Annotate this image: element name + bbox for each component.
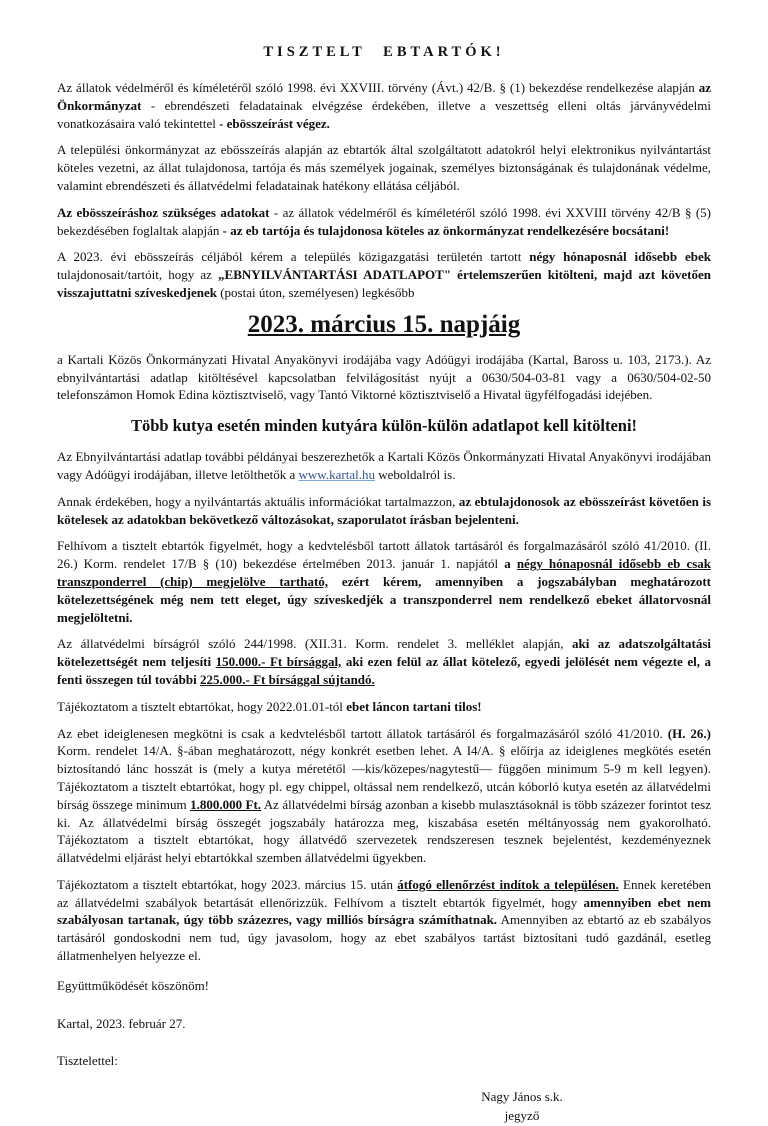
paragraph-chip-requirement xyxy=(57,537,711,626)
paragraph-registry xyxy=(57,141,711,194)
text-run: Tájékoztatom a tisztelt ebtartókat, hogy 2022.01.01-tól xyxy=(57,698,347,714)
text-run: Amennyiben az ebtartó az eb szabályos tartásáról gondoskodni nem tud, úgy javasolom, hogy az ebet szabályos tartást biztosítani tudó gazdánál, esetleg állatmenhelyen helyezze el. xyxy=(57,912,712,964)
text-run: ezért kérem, amennyiben a jogszabályban meghatározott kötelezettségének még nem tett eleget, úgy szíveskedjék a transzponderrel nem rendelkező ebeket állatorvosnál megjelöltetni. xyxy=(57,573,711,625)
paragraph-required-data xyxy=(57,204,711,240)
text-run: Több kutya esetén minden kutyára külön-külön adatlapot kell kitölteni! xyxy=(130,416,638,436)
paragraph-datasheet-request xyxy=(57,248,711,301)
text-run: négy hónaposnál idősebb eb csak transzponderrel (chip) megjelölve tartható, xyxy=(57,556,712,589)
paragraph-datasheet-copies xyxy=(57,448,711,484)
text-run: Együttműködését köszönöm! xyxy=(57,977,210,993)
paragraph-report-changes xyxy=(57,493,711,529)
text-run: átfogó ellenőrzést indítok a településen. xyxy=(397,876,619,892)
text-run: aki ezen felül az állat kötelező, egyedi jelölését nem végezte el, a fenti összegen túl további xyxy=(57,654,711,687)
text-run: 225.000.- Ft bírsággal sújtandó. xyxy=(200,671,375,687)
text-run: az Önkormányzat xyxy=(57,80,711,113)
text-run: „EBNYILVÁNTARTÁSI ADATLAPOT" értelemszerűen kitölteni, majd azt követően visszajuttatni szíveskedjenek xyxy=(57,267,711,300)
text-run: - ebrendészeti feladatainak elvégzése érdekében, illetve a veszettség elleni oltás járványvédelmi vonatkozásaira való tekintettel xyxy=(57,97,711,131)
document-body xyxy=(57,44,711,1126)
text-run: ebet láncon tartani tilos! xyxy=(346,698,482,714)
text-run: A 2023. évi ebösszeírás céljából kérem a település közigazgatási területén tartott xyxy=(57,249,530,265)
text-run: amennyiben ebet nem szabályosan tartanak, úgy több százezres, vagy milliós bírságra számíthatnak. xyxy=(57,894,711,928)
paragraph-fines xyxy=(57,635,711,688)
text-run: - az eb tartója és tulajdonosa köteles az önkormányzat rendelkezésére bocsátani! xyxy=(222,222,670,238)
text-run: - ebösszeírást végez. xyxy=(219,115,330,131)
document-title xyxy=(57,44,711,61)
text-run: a xyxy=(504,556,517,572)
text-run: Tisztelettel: xyxy=(57,1053,118,1069)
paragraph-inspection xyxy=(57,876,711,965)
text-run: négy hónaposnál idősebb ebek xyxy=(529,249,711,265)
text-run: 1.800.000 Ft. xyxy=(190,796,262,812)
text-run: A települési önkormányzat az ebösszeírás alapján az ebtartók által szolgáltatott adatokról helyi elektronikus nyilvántartást köteles vezetni, az állat tulajdonosa, tartója és más személyek jogainak, személyes biztonságának és tulajdonának védelme, valamint ebrendészeti és állatvédelmi feladatainak hatékony ellátása céljából. xyxy=(57,142,711,193)
text-run: - az állatok védelméről és kíméletéről szóló 1998. évi XXVIII törvény 42/B § (5) bekezdésében foglaltak alapján xyxy=(57,204,711,238)
multiple-dogs-heading xyxy=(57,416,711,436)
deadline-heading xyxy=(57,311,711,339)
kartal-website-link[interactable]: www.kartal.hu xyxy=(298,466,375,482)
text-run: a Kartali Közös Önkormányzati Hivatal Anyakönyvi irodájába vagy Adóügyi irodájába (Kartal, Baross u. 103, 2173.). Az ebnyilvántartási adatlap kitöltésével kapcsolatban felvilágosítást nyújt a 0630/504-03-81 vagy a 0630/504-02-50 telefonszámon Homok Edina köztisztviselő, vagy Tantó Viktorné köztisztviselő a Hivatal ügyfélfogadási idejében. xyxy=(57,351,711,403)
text-run: Az állatvédelmi bírság azonban a kisebb mulasztásoknál is több százezer forintot tesz ki. Az állatvédelmi bírság összegét jogszabály határozza meg, kiszabása esetén méltányosság nem gyakorolható. Tájékoztatom a tisztelt ebtartókat, hogy állatvédő szervezetek rendszeresen tesznek bejelentést, kezdeményeznek állatvédelmi eljárást helyi ebtartókkal szemben állatvédelmi ügyekben. xyxy=(57,796,711,866)
text-run: (H. 26.) xyxy=(667,725,711,741)
paragraph-regards xyxy=(57,1052,711,1070)
paragraph-chain-ban xyxy=(57,698,711,716)
signature-block xyxy=(417,1088,627,1126)
text-run: Felhívom a tisztelt ebtartók figyelmét, hogy a kedvtelésből tartott állatok tartásáról és forgalmazásáról szóló 41/2010. (II. 26.) Korm. rendelet 17/B § (10) bekezdése értelmében 2013. január 1. napjától xyxy=(57,538,711,572)
paragraph-date-place xyxy=(57,1015,711,1033)
text-run: Az állatvédelmi bírságról szóló 244/1998. (XII.31. Korm. rendelet 3. melléklet alapján, xyxy=(57,636,572,652)
text-run: TISZTELT EBTARTÓK! xyxy=(263,44,505,60)
text-run: Az Ebnyilvántartási adatlap további példányai beszerezhetők a Kartali Közös Önkormányzati Hivatal Anyakönyvi irodájában vagy Adóügyi irodájában, illetve letölthetők a xyxy=(57,449,711,482)
text-run: Az ebösszeíráshoz szükséges adatokat xyxy=(57,204,270,220)
text-run: aki az adatszolgáltatási kötelezettségét nem teljesíti xyxy=(57,636,711,670)
signature-line: Nagy János s.k. xyxy=(481,1089,563,1105)
text-run: Az ebet ideiglenesen megkötni is csak a kedvtelésből tartott állatok tartásáról és forgalmazásáról szóló 41/2010. xyxy=(57,725,668,741)
text-run: Tájékoztatom a tisztelt ebtartókat, hogy 2023. március 15. után xyxy=(57,876,398,892)
text-run: 150.000.- Ft bírsággal, xyxy=(215,654,342,670)
paragraph-office-info xyxy=(57,351,711,404)
text-run: Korm. rendelet 14/A. §-ában meghatározott, négy konkrét esetben lehet. A I4/A. § előírja az ideiglenes megkötés esetén biztosítandó lánc hosszát is (mely a kutya méretétől —kis/közepes/nagytestű— függően minimum 5-9 m kell legyen). Tájékoztatom a tisztelt ebtartókat, hogy pl. egy chippel, oltással nem rendelkező, utcán kóborló kutya esetén az állatvédelmi bírság összege minimum xyxy=(57,743,711,812)
paragraph-thanks xyxy=(57,977,711,995)
paragraph-temporary-tethering xyxy=(57,725,711,867)
text-run: Az állatok védelméről és kíméletéről szóló 1998. évi XXVIII. törvény (Ávt.) 42/B. § (1) bekezdése rendelkezése alapján xyxy=(57,80,699,95)
text-run: Annak érdekében, hogy a nyilvántartás aktuális információkat tartalmazzon, xyxy=(57,493,459,509)
signature-line: jegyző xyxy=(504,1108,540,1124)
paragraph-intro xyxy=(57,79,711,132)
text-run: (postai úton, személyesen) legkésőbb xyxy=(216,284,415,300)
text-run: tulajdonosait/tartóit, hogy az xyxy=(57,267,219,283)
text-run: Ennek keretében az állatvédelmi szabályok betartását ellenőrizzük. Felhívom a tisztelt ebtartók figyelmét, hogy xyxy=(57,876,711,910)
text-run: az ebtulajdonosok az ebösszeírást követően is kötelesek az adatokban bekövetkező változásokat, szaporulatot írásban bejelenteni. xyxy=(57,493,712,527)
text-run: weboldalról is. xyxy=(374,466,456,482)
text-run: 2023. március 15. napjáig xyxy=(247,310,521,338)
text-run: Kartal, 2023. február 27. xyxy=(57,1015,186,1031)
